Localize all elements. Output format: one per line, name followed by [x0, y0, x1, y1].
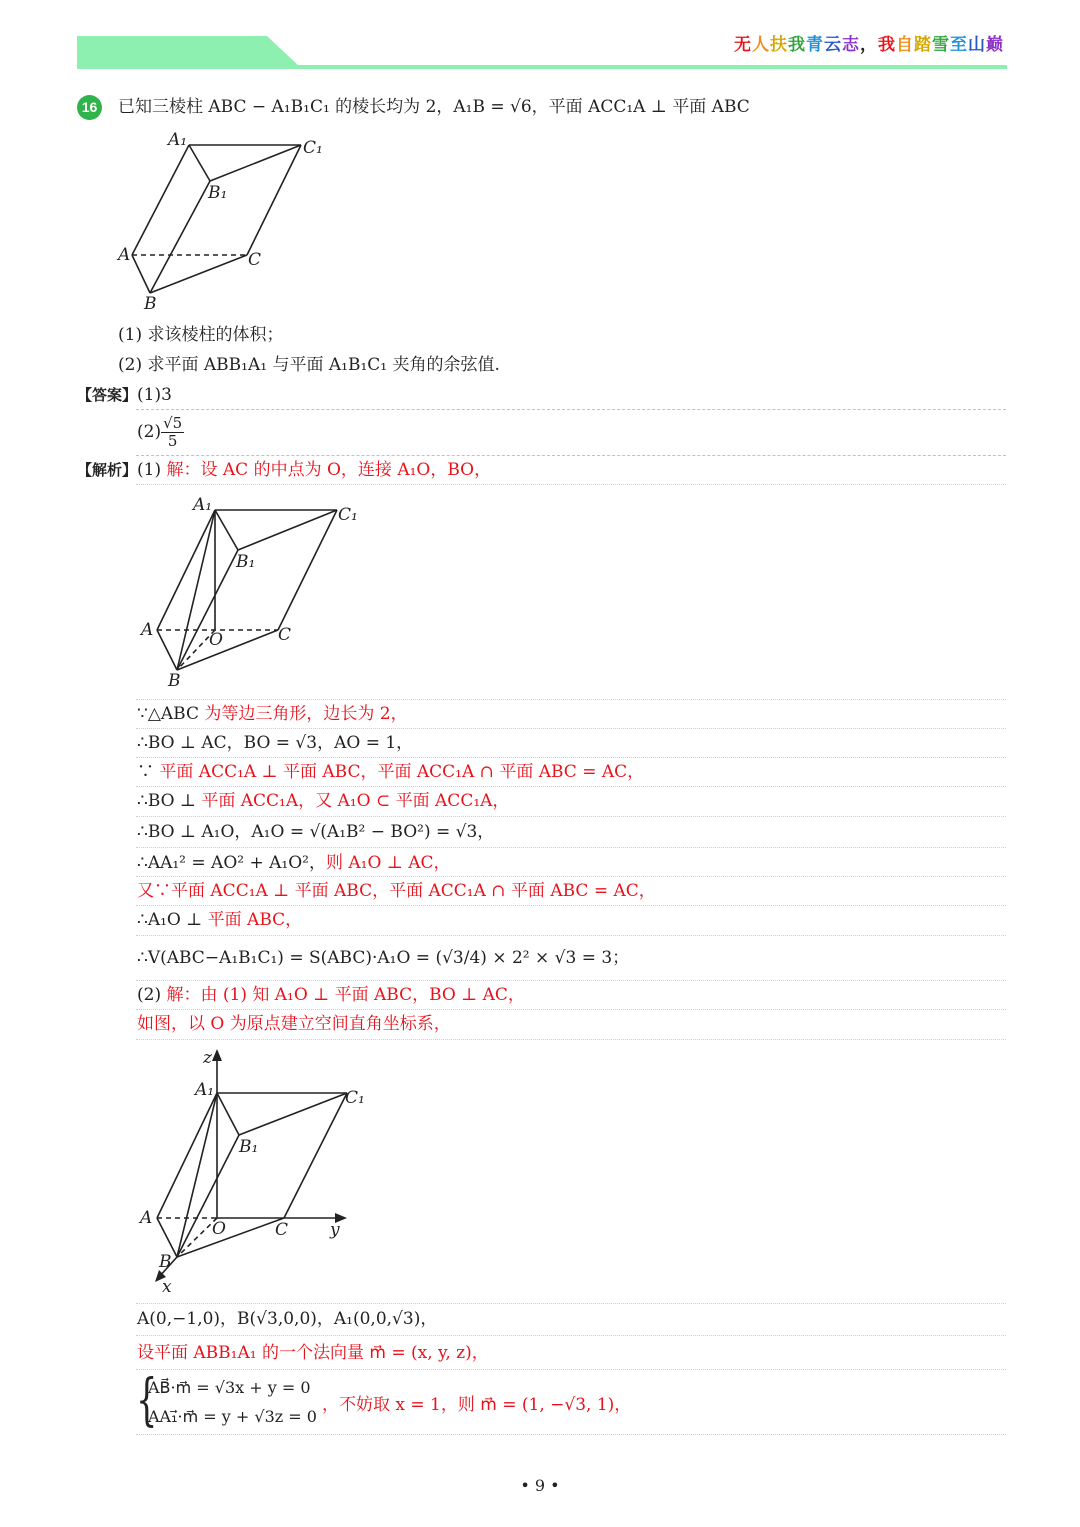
- slogan-char: 我: [788, 35, 806, 55]
- equation-2: AA₁⃗·m⃗ = y + √3z = 0: [148, 1407, 317, 1426]
- slogan-char: 扶: [770, 35, 788, 55]
- fig2-label-a1: A₁: [193, 495, 213, 515]
- divider: [136, 786, 1006, 787]
- answer-part-2-prefix: (2): [137, 422, 162, 442]
- solution-line-11: 如图，以 O 为原点建立空间直角坐标系，: [137, 1014, 451, 1034]
- divider: [136, 980, 1006, 981]
- divider: [136, 1009, 1006, 1010]
- question-stem: 已知三棱柱 ABC − A₁B₁C₁ 的棱长均为 2，A₁B = √6，平面 ACC₁A ⊥ 平面 ABC: [118, 97, 750, 117]
- slogan-char: 雪: [932, 35, 950, 55]
- solution-line-6: ∴AA₁² = AO² + A₁O²，则 A₁O ⊥ AC，: [137, 853, 451, 873]
- divider: [136, 1335, 1006, 1336]
- solution-line-10: (2) 解：由 (1) 知 A₁O ⊥ 平面 ABC，BO ⊥ AC，: [137, 985, 525, 1005]
- divider: [136, 816, 1006, 817]
- divider: [136, 1434, 1006, 1435]
- header-slogan: [734, 30, 1004, 55]
- fig2-label-o: O: [209, 630, 223, 650]
- fig3-label-z: z: [203, 1048, 212, 1068]
- slogan-char: 至: [950, 35, 968, 55]
- solution-line-8: ∴A₁O ⊥ 平面 ABC，: [137, 910, 303, 930]
- slogan-char: 人: [752, 35, 770, 55]
- prism-figure-2: [135, 490, 375, 695]
- equation-1: AB⃗·m⃗ = √3x + y = 0: [148, 1378, 311, 1397]
- fig3-label-a1: A₁: [195, 1080, 215, 1100]
- slogan-char: 自: [896, 35, 914, 55]
- fig3-label-b: B: [159, 1252, 172, 1272]
- slogan-char: 踏: [914, 35, 932, 55]
- fig3-label-a: A: [140, 1208, 153, 1228]
- slogan-char: 山: [968, 35, 986, 55]
- solution-line-2: ∴BO ⊥ AC，BO = √3，AO = 1，: [137, 733, 414, 753]
- divider: [136, 409, 1006, 410]
- fig1-label-c: C: [248, 250, 262, 270]
- fig1-label-b: B: [144, 294, 157, 314]
- divider: [136, 455, 1006, 456]
- slogan-char: 我: [878, 35, 896, 55]
- solution-line-3: ∵ 平面 ACC₁A ⊥ 平面 ABC，平面 ACC₁A ∩ 平面 ABC = AC，: [137, 762, 645, 782]
- fig3-label-c1: C₁: [345, 1088, 365, 1108]
- equation-brace: {: [136, 1368, 158, 1433]
- slogan-char: ，: [860, 35, 878, 55]
- fig2-label-c: C: [278, 625, 292, 645]
- solution-line-7: 又∵平面 ACC₁A ⊥ 平面 ABC，平面 ACC₁A ∩ 平面 ABC = AC，: [137, 881, 656, 901]
- divider: [136, 728, 1006, 729]
- slogan-char: 青: [806, 35, 824, 55]
- divider: [136, 876, 1006, 877]
- fig1-label-b1: B₁: [208, 183, 228, 203]
- divider: [136, 1303, 1006, 1304]
- fig2-label-c1: C₁: [338, 505, 358, 525]
- coordinate-figure: [135, 1045, 385, 1295]
- fig3-label-y: y: [330, 1220, 340, 1240]
- divider: [136, 905, 1006, 906]
- answer-part-1: (1)3: [137, 385, 172, 405]
- divider: [136, 1369, 1006, 1370]
- normal-vector-line: 设平面 ABB₁A₁ 的一个法向量 m⃗ = (x, y, z)，: [137, 1343, 489, 1363]
- answer-tag: 【答案】: [77, 386, 138, 404]
- analysis-tag: 【解析】: [77, 461, 138, 479]
- slogan-char: 志: [842, 35, 860, 55]
- slogan-char: 巅: [986, 35, 1004, 55]
- solution-line-1: ∵△ABC 为等边三角形，边长为 2，: [137, 704, 408, 724]
- divider: [136, 699, 1006, 700]
- slogan-char: 无: [734, 35, 752, 55]
- divider: [136, 1039, 1006, 1040]
- page-number: • 9 •: [520, 1476, 560, 1495]
- divider: [136, 847, 1006, 848]
- divider: [136, 484, 1006, 485]
- solution-line-4: ∴BO ⊥ 平面 ACC₁A，又 A₁O ⊂ 平面 ACC₁A，: [137, 791, 510, 811]
- fig1-label-a1: A₁: [168, 130, 188, 150]
- fig2-label-b: B: [168, 671, 181, 691]
- fig2-label-b1: B₁: [236, 552, 256, 572]
- equation-conclusion: ，不妨取 x = 1，则 m⃗ = (1, −√3, 1)，: [322, 1395, 632, 1415]
- fig2-label-a: A: [141, 620, 154, 640]
- question-number-badge: 16: [77, 95, 102, 120]
- fig3-label-x: x: [162, 1277, 172, 1295]
- fig1-label-c1: C₁: [303, 138, 323, 158]
- answer-line-2: [137, 415, 184, 450]
- slogan-char: 云: [824, 35, 842, 55]
- answer-line-1: [77, 383, 172, 407]
- fig3-label-o: O: [212, 1219, 226, 1239]
- divider: [136, 935, 1006, 936]
- coordinates-line: A(0,−1,0)，B(√3,0,0)，A₁(0,0,√3)，: [137, 1309, 438, 1329]
- analysis-intro: 【解析】(1) 解：设 AC 的中点为 O，连接 A₁O，BO，: [77, 460, 492, 480]
- answer-fraction: $\frac{√5}{5}$: [163, 414, 183, 450]
- fig1-label-a: A: [118, 245, 131, 265]
- question-part-2: (2) 求平面 ABB₁A₁ 与平面 A₁B₁C₁ 夹角的余弦值.: [118, 355, 500, 375]
- prism-figure-1: [110, 125, 340, 315]
- solution-line-5: ∴BO ⊥ A₁O，A₁O = √(A₁B² − BO²) = √3，: [137, 822, 495, 842]
- fig3-label-b1: B₁: [239, 1137, 259, 1157]
- question-part-1: (1) 求该棱柱的体积；: [118, 325, 284, 345]
- divider: [136, 757, 1006, 758]
- solution-line-9: ∴V(ABC−A₁B₁C₁) = S(ABC)·A₁O = (√3/4) × 2² × √3 = 3；: [137, 948, 630, 968]
- fig3-label-c: C: [275, 1220, 289, 1240]
